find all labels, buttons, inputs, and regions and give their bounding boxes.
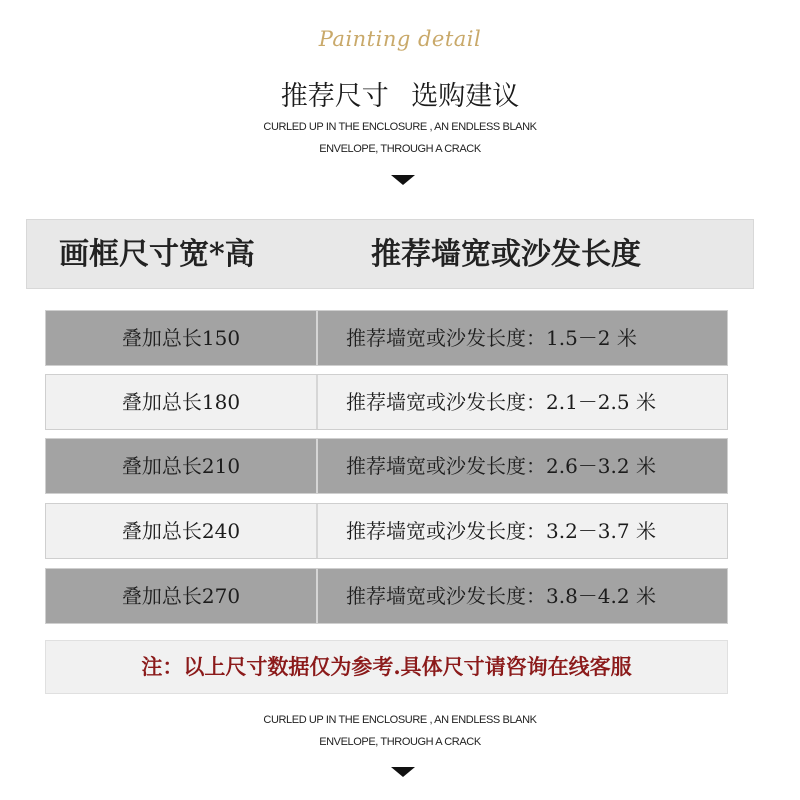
- tagline-line-1: CURLED UP IN THE ENCLOSURE , AN ENDLESS BLANK: [263, 714, 537, 726]
- size-cell: 叠加总长150: [121, 326, 241, 350]
- recommend-cell: 推荐墙宽或沙发长度：2.1－2.5 米: [346, 390, 656, 414]
- size-cell: 叠加总长180: [121, 390, 241, 414]
- recommend-cell: 推荐墙宽或沙发长度：1.5－2 米: [346, 326, 637, 350]
- cell-divider: [316, 439, 318, 493]
- tagline-line-1: CURLED UP IN THE ENCLOSURE , AN ENDLESS BLANK: [263, 121, 537, 133]
- cell-divider: [316, 311, 318, 365]
- tagline-line-2: ENVELOPE, THROUGH A CRACK: [319, 143, 481, 155]
- tagline-bottom: [0, 709, 800, 753]
- table-header: [26, 219, 754, 289]
- size-cell: 叠加总长270: [121, 584, 241, 608]
- column-header-frame-size: 画框尺寸宽*高: [59, 237, 255, 272]
- cell-divider: [316, 569, 318, 623]
- size-cell: 叠加总长240: [121, 519, 241, 543]
- size-cell: 叠加总长210: [121, 454, 241, 478]
- table-row: [45, 568, 728, 624]
- cell-divider: [316, 375, 318, 429]
- table-row: [45, 503, 728, 559]
- down-arrow-icon: [391, 175, 415, 185]
- column-header-recommendation: 推荐墙宽或沙发长度: [371, 237, 641, 272]
- disclaimer-note: 注：以上尺寸数据仅为参考.具体尺寸请咨询在线客服: [45, 640, 728, 694]
- table-row: [45, 374, 728, 430]
- recommend-cell: 推荐墙宽或沙发长度：3.8－4.2 米: [346, 584, 656, 608]
- tagline-line-2: ENVELOPE, THROUGH A CRACK: [319, 736, 481, 748]
- page-title: 推荐尺寸 选购建议: [280, 81, 520, 112]
- cell-divider: [316, 504, 318, 558]
- down-arrow-icon: [391, 767, 415, 777]
- recommend-cell: 推荐墙宽或沙发长度：2.6－3.2 米: [346, 454, 656, 478]
- table-row: [45, 310, 728, 366]
- script-title: Painting detail: [318, 27, 482, 51]
- table-row: [45, 438, 728, 494]
- recommend-cell: 推荐墙宽或沙发长度：3.2－3.7 米: [346, 519, 656, 543]
- tagline-top: [0, 116, 800, 160]
